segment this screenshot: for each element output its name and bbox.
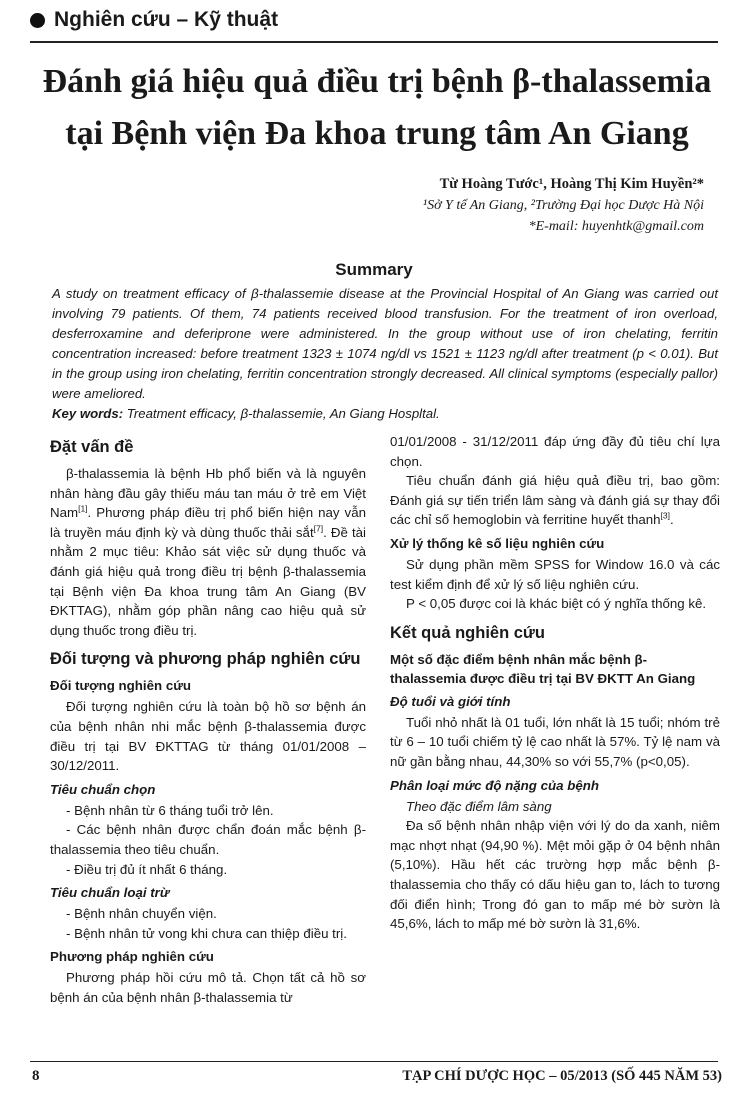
header-rule xyxy=(30,41,718,43)
footer-rule xyxy=(30,1061,718,1062)
heading-clinical: Theo đặc điểm lâm sàng xyxy=(406,798,552,814)
heading-results: Kết quả nghiên cứu xyxy=(390,623,545,642)
author-names: Từ Hoàng Tước¹, Hoàng Thị Kim Huyền²* xyxy=(439,176,704,192)
left-column xyxy=(50,432,366,1007)
paragraph-age-sex: Tuổi nhỏ nhất là 01 tuổi, lớn nhất là 15 tuổi; nhóm trẻ từ 6 – 10 tuổi chiếm tỷ lệ cao nhất là 57%. Tỷ lệ nam và nữ gần bằng nhau, 44,30% so với 55,7% (p<0,05). xyxy=(390,714,720,769)
citation-7[interactable]: [7] xyxy=(313,523,324,534)
keywords-text: Treatment efficacy, β-thalassemie, An Giang Hospltal. xyxy=(126,406,440,421)
paragraph-clinical: Đa số bệnh nhân nhập viện với lý do da xanh, niêm mạc nhợt nhạt (94,90 %). Mệt mỏi gặp ở 04 bệnh nhân (5,10%). Hầu hết các trường hợp mắc bệnh β-thalassemia cho thấy có dấu hiệu gan to, lách to tương đối điển hình; Trong đó gan to mấp mé bờ sườn là 45,6%, lách to mấp mé bờ sườn là 31,6%. xyxy=(390,818,720,932)
intro-text-3: . Đề tài nhằm 2 mục tiêu: Khảo sát việc sử dụng thuốc và đánh giá hiệu quả trong điều trị bệnh β-thalassemia tại Bệnh viện Đa khoa trung tâm An Giang (BV ĐKTTAG), nhằm góp phần nâng cao hiệu quả sử dụng thuốc trong điều trị. xyxy=(50,524,367,638)
exclusion-item-2: - Bệnh nhân tử vong khi chưa can thiệp điều trị. xyxy=(66,925,347,941)
article-title xyxy=(30,56,724,160)
heading-method: Phương pháp nghiên cứu xyxy=(50,949,214,965)
exclusion-item-1: - Bệnh nhân chuyển viện. xyxy=(66,906,217,922)
criteria-text: Tiêu chuẩn đánh giá hiệu quả điều trị, bao gồm: Đánh giá sự tiến triển lâm sàng và đánh giá sự thay đổi các chỉ số hemoglobin và ferritine huyết thanh xyxy=(390,473,720,528)
keywords-label: Key words: xyxy=(52,406,124,421)
inclusion-item-3: - Điều trị đủ ít nhất 6 tháng. xyxy=(66,861,228,877)
citation-1[interactable]: [1] xyxy=(78,503,88,514)
summary-title: Summary xyxy=(335,260,413,279)
criteria-end: . xyxy=(669,512,674,528)
author-affiliations: ¹Sở Y tế An Giang, ²Trường Đại học Dược Hà Nội xyxy=(422,198,704,213)
paragraph-criteria xyxy=(390,471,720,530)
citation-3[interactable]: [3] xyxy=(660,510,670,521)
section-header xyxy=(30,8,278,32)
paragraph-statistics-1: Sử dụng phần mềm SPSS for Window 16.0 và các test kiểm định để xử lý số liệu nghiên cứu. xyxy=(390,556,720,592)
paragraph-subjects: Đối tượng nghiên cứu là toàn bộ hồ sơ bệnh án của bệnh nhân nhi mắc bệnh β-thalassemia được điều trị tại BV ĐKTTAG từ tháng 01/01/2008 – 30/12/2011. xyxy=(50,699,366,774)
heading-methods: Đối tượng và phương pháp nghiên cứu xyxy=(50,650,361,669)
heading-exclusion: Tiêu chuẩn loại trừ xyxy=(50,885,170,901)
right-column xyxy=(390,432,720,934)
abstract-text: A study on treatment efficacy of β-thalassemie disease at the Provincial Hospital of An Giang was carried out involving 79 patients. Of them, 74 patients received blood transfusion. For the treatment of iron overload, desferroxamine and deferiprone were administered. In the group without use of iron chelating, ferritin concentration increased: before treatment 1323 ± 1074 ng/dl vs 1521 ± 1123 ng/dl after treatment (p < 0.01). But in the group using iron chelating, ferritin concentration strongly decreased. All clinical symptoms (especially pallor) were ameliored. xyxy=(52,286,718,401)
inclusion-item-2: - Các bệnh nhân được chẩn đoán mắc bệnh β-thalassemia theo tiêu chuẩn. xyxy=(50,822,366,857)
heading-severity: Phân loại mức độ nặng của bệnh xyxy=(390,777,599,793)
heading-statistics: Xử lý thống kê số liệu nghiên cứu xyxy=(390,535,605,551)
abstract xyxy=(52,284,718,424)
heading-age-sex: Độ tuổi và giới tính xyxy=(390,693,511,709)
page-number: 8 xyxy=(32,1068,40,1084)
heading-patient-features: Một số đặc điểm bệnh nhân mắc bệnh β-thalassemia được điều trị tại BV ĐKTT An Giang xyxy=(390,651,696,686)
inclusion-item-1: - Bệnh nhân từ 6 tháng tuổi trở lên. xyxy=(66,802,274,818)
heading-inclusion: Tiêu chuẩn chọn xyxy=(50,781,156,797)
author-block xyxy=(284,174,704,237)
title-line-1: Đánh giá hiệu quả điều trị bệnh β-thalassemia xyxy=(42,63,712,100)
keywords xyxy=(52,404,718,424)
bullet-icon xyxy=(30,13,45,28)
intro-text-1: β-thalassemia là bệnh Hb phổ biến và là nguyên nhân hàng đầu gây thiếu máu tan máu ở trẻ em Việt Nam xyxy=(50,466,366,521)
paragraph-introduction xyxy=(50,464,366,640)
heading-introduction: Đặt vấn đề xyxy=(50,438,134,456)
title-line-2: tại Bệnh viện Đa khoa trung tâm An Giang xyxy=(65,115,689,152)
section-label: Nghiên cứu – Kỹ thuật xyxy=(54,8,279,31)
paragraph-method: Phương pháp hồi cứu mô tả. Chọn tất cả hồ sơ bệnh án của bệnh nhân β-thalassemia từ xyxy=(50,970,366,1005)
journal-footer: TẠP CHÍ DƯỢC HỌC – 05/2013 (SỐ 445 NĂM 53) xyxy=(402,1068,722,1084)
heading-subjects: Đối tượng nghiên cứu xyxy=(50,678,191,694)
paragraph-method-continued: 01/01/2008 - 31/12/2011 đáp ứng đầy đủ tiêu chí lựa chọn. xyxy=(390,434,720,469)
paragraph-statistics-2: P < 0,05 được coi là khác biệt có ý nghĩa thống kê. xyxy=(406,596,707,612)
intro-text-2: . Phương pháp điều trị phổ biến hiện nay vẫn là truyền máu định kỳ và dùng thuốc thải sắt xyxy=(50,505,366,540)
author-email[interactable]: *E-mail: huyenhtk@gmail.com xyxy=(528,219,704,234)
